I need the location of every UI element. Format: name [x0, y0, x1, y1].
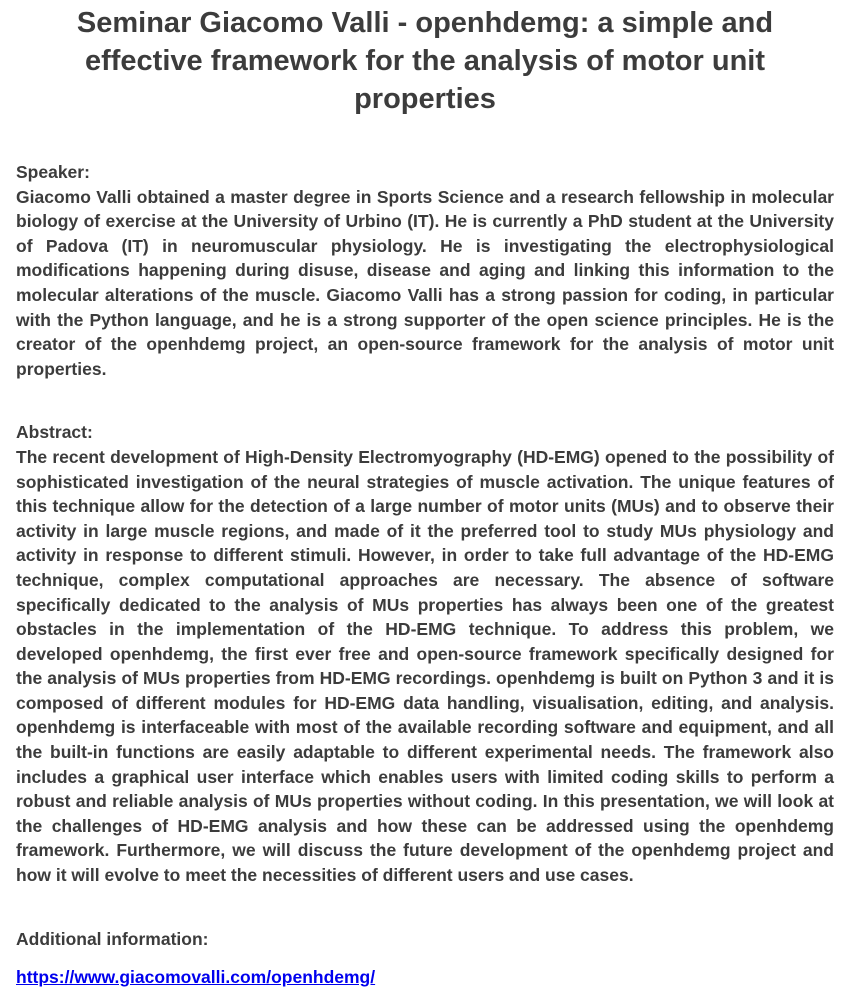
speaker-bio: Giacomo Valli obtained a master degree in Sports Science and a research fellowship in molecular biology of exercise at the University of Urbino (IT). He is currently a PhD student at the University of Padova (IT) in neuromuscular physiology. He is investigating the electrophysiological modifications happening during disuse, disease and aging and linking this information to the molecular alterations of the muscle. Giacomo Valli has a strong passion for coding, in particular with the Python language, and he is a strong supporter of the open science principles. He is the creator of the openhdemg project, an open-source framework for the analysis of motor unit properties. — [16, 186, 834, 379]
openhdemg-link[interactable]: https://www.giacomovalli.com/openhdemg/ — [16, 967, 376, 988]
speaker-label: Speaker: — [16, 162, 90, 182]
speaker-section — [16, 160, 834, 381]
page-title: Seminar Giacomo Valli - openhdemg: a simple and effective framework for the analysis of motor unit properties — [76, 7, 774, 115]
abstract-text: The recent development of High-Density Electromyography (HD-EMG) opened to the possibility of sophisticated investigation of the neural strategies of muscle activation. The unique features of this technique allow for the detection of a large number of motor units (MUs) and to observe their activity in large muscle regions, and made of it the preferred tool to study MUs physiology and activity in response to different stimuli. However, in order to take full advantage of the HD-EMG technique, complex computational approaches are necessary. The absence of software specifically dedicated to the analysis of MUs properties has always been one of the greatest obstacles in the implementation of the HD-EMG technique. To address this problem, we developed openhdemg, the first ever free and open-source framework specifically designed for the analysis of MUs properties from HD-EMG recordings. openhdemg is built on Python 3 and it is composed of different modules for HD-EMG data handling, visualisation, editing, and analysis. openhdemg is interfaceable with most of the available recording software and equipment, and all the built-in functions are easily adaptable to different experimental needs. The framework also includes a graphical user interface which enables users with limited coding skills to perform a robust and reliable analysis of MUs properties without coding. In this presentation, we will look at the challenges of HD-EMG analysis and how these can be addressed using the openhdemg framework. Furthermore, we will discuss the future development of the openhdemg project and how it will evolve to meet the necessities of different users and use cases. — [16, 446, 834, 886]
additional-info-label: Additional information: — [16, 928, 209, 949]
abstract-section — [16, 420, 834, 887]
abstract-label: Abstract: — [16, 422, 93, 443]
additional-info-section — [16, 927, 834, 990]
